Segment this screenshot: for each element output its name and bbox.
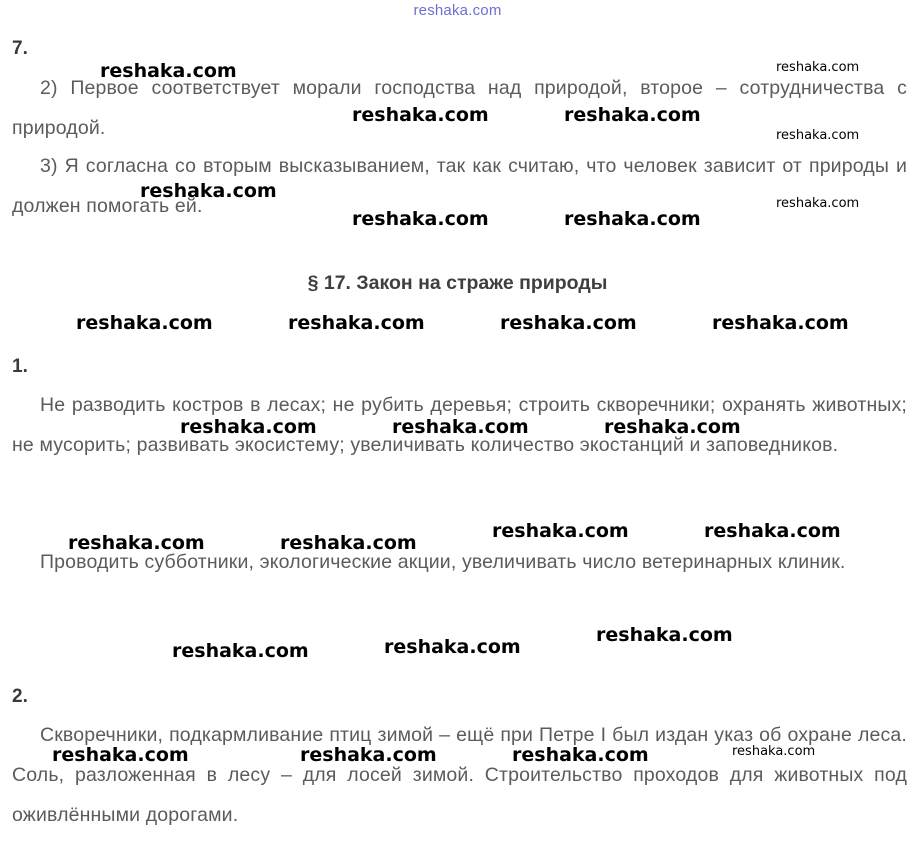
- question-1-paragraph-1-text: Не разводить костров в лесах; не рубить деревья; строить скворечники; охранять животных; не мусорить; развивать экосистему; увеличивать количество экостанций и заповедников.: [12, 394, 907, 456]
- watermark: reshaka.com: [280, 532, 417, 554]
- watermark: reshaka.com: [564, 104, 701, 126]
- watermark: reshaka.com: [68, 532, 205, 554]
- watermark: reshaka.com: [712, 312, 849, 334]
- prev-item-3-text: 3) Я согласна со вторым высказыванием, так как считаю, что человек зависит от природы и должен помогать ей.: [12, 155, 907, 217]
- watermark: reshaka.com: [352, 208, 489, 230]
- watermark: reshaka.com: [352, 104, 489, 126]
- watermark: reshaka.com: [52, 744, 189, 766]
- watermark: reshaka.com: [180, 416, 317, 438]
- question-1-paragraph-2-text: Проводить субботники, экологические акции, увеличивать число ветеринарных клиник.: [40, 551, 846, 573]
- watermark: reshaka.com: [392, 416, 529, 438]
- watermark: reshaka.com: [776, 196, 860, 211]
- watermark: reshaka.com: [384, 636, 521, 658]
- watermark: reshaka.com: [500, 312, 637, 334]
- watermark: reshaka.com: [140, 180, 277, 202]
- watermark: reshaka.com: [512, 744, 649, 766]
- site-header-watermark: reshaka.com: [413, 2, 502, 19]
- watermark: reshaka.com: [732, 744, 816, 759]
- question-2-paragraph-text: Скворечники, подкармливание птиц зимой – ещё при Петре I был издан указ об охране леса. Соль, разложенная в лесу – для лосей зимой. Строительство проходов для животных под оживлёнными дорогами.: [12, 724, 907, 826]
- prev-item-2-text: 2) Первое соответствует морали господства над природой, второе – сотрудничества с природой.: [12, 77, 907, 139]
- section-heading: § 17. Закон на страже природы: [307, 272, 608, 294]
- watermark: reshaka.com: [776, 60, 860, 75]
- watermark: reshaka.com: [100, 60, 237, 82]
- watermark: reshaka.com: [776, 128, 860, 143]
- watermark: reshaka.com: [604, 416, 741, 438]
- watermark: reshaka.com: [492, 520, 629, 542]
- watermark: reshaka.com: [596, 624, 733, 646]
- watermark: reshaka.com: [76, 312, 213, 334]
- watermark: reshaka.com: [288, 312, 425, 334]
- question-1-number: 1.: [12, 356, 28, 377]
- watermark: reshaka.com: [704, 520, 841, 542]
- prev-question-number: 7.: [12, 38, 28, 59]
- watermark: reshaka.com: [172, 640, 309, 662]
- watermark: reshaka.com: [564, 208, 701, 230]
- question-2-number: 2.: [12, 686, 28, 707]
- watermark: reshaka.com: [300, 744, 437, 766]
- question-2-paragraph: [12, 715, 907, 835]
